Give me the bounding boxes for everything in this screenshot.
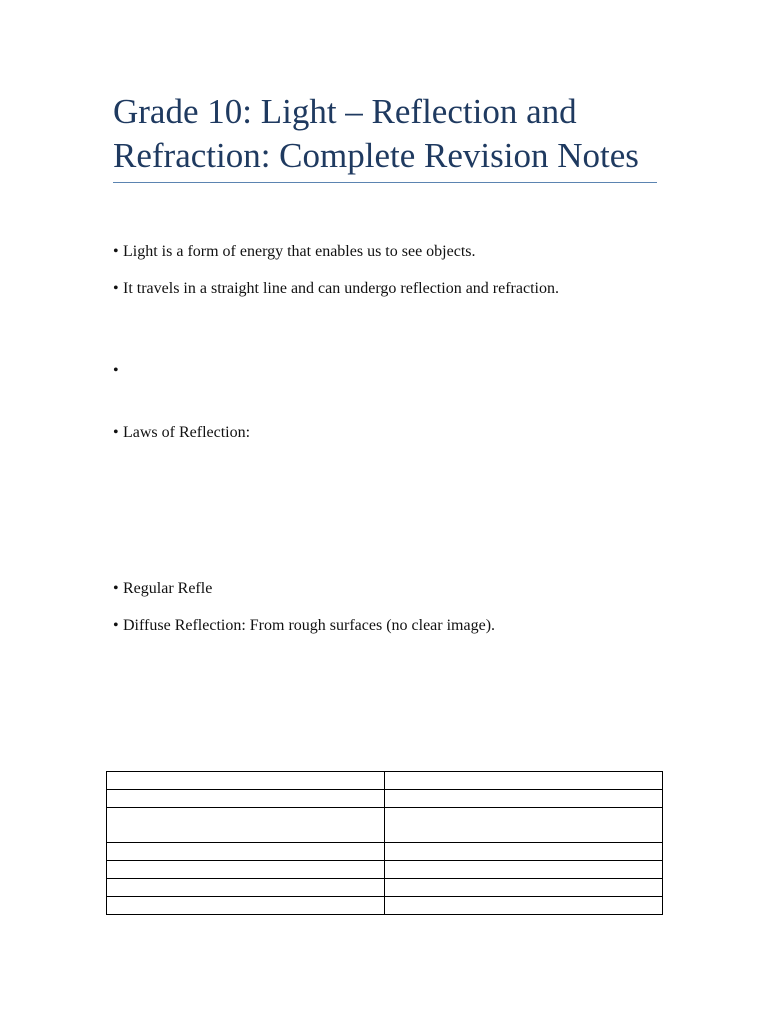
table-cell — [385, 843, 663, 861]
bullet-text: Light is a form of energy that enables us to see objects. — [123, 243, 476, 260]
table-cell — [107, 897, 385, 915]
table-cell — [107, 843, 385, 861]
bullet-text: Regular Refle — [123, 580, 213, 597]
table-cell — [107, 861, 385, 879]
table-row — [107, 861, 663, 879]
bullet-dot: • — [113, 424, 119, 441]
table-cell — [107, 808, 385, 843]
table-row — [107, 843, 663, 861]
bullet-item — [113, 579, 212, 599]
bullet-dot: • — [113, 580, 119, 597]
bullet-dot: • — [113, 617, 119, 634]
table-cell — [385, 879, 663, 897]
bullet-dot: • — [113, 243, 119, 260]
table-row — [107, 772, 663, 790]
bullet-item — [113, 279, 559, 299]
table-row — [107, 808, 663, 843]
bullet-item — [113, 361, 123, 381]
table-row — [107, 879, 663, 897]
table-cell — [107, 772, 385, 790]
table-row — [107, 790, 663, 808]
table-cell — [385, 790, 663, 808]
bullet-item — [113, 242, 476, 262]
table-cell — [385, 808, 663, 843]
bullet-item — [113, 423, 250, 443]
bullet-text: Diffuse Reflection: From rough surfaces (no clear image). — [123, 617, 496, 634]
page-title: Grade 10: Light – Reflection and Refraction: Complete Revision Notes — [113, 92, 639, 175]
title-underline — [113, 182, 657, 183]
table-cell — [107, 790, 385, 808]
bullet-item — [113, 616, 495, 636]
bullet-dot: • — [113, 362, 119, 379]
bullet-dot: • — [113, 280, 119, 297]
table-cell — [107, 879, 385, 897]
table-cell — [385, 861, 663, 879]
table-cell — [385, 897, 663, 915]
table-cell — [385, 772, 663, 790]
empty-table — [106, 771, 663, 915]
table-row — [107, 897, 663, 915]
bullet-text: It travels in a straight line and can undergo reflection and refraction. — [123, 280, 559, 297]
bullet-text: Laws of Reflection: — [123, 424, 251, 441]
